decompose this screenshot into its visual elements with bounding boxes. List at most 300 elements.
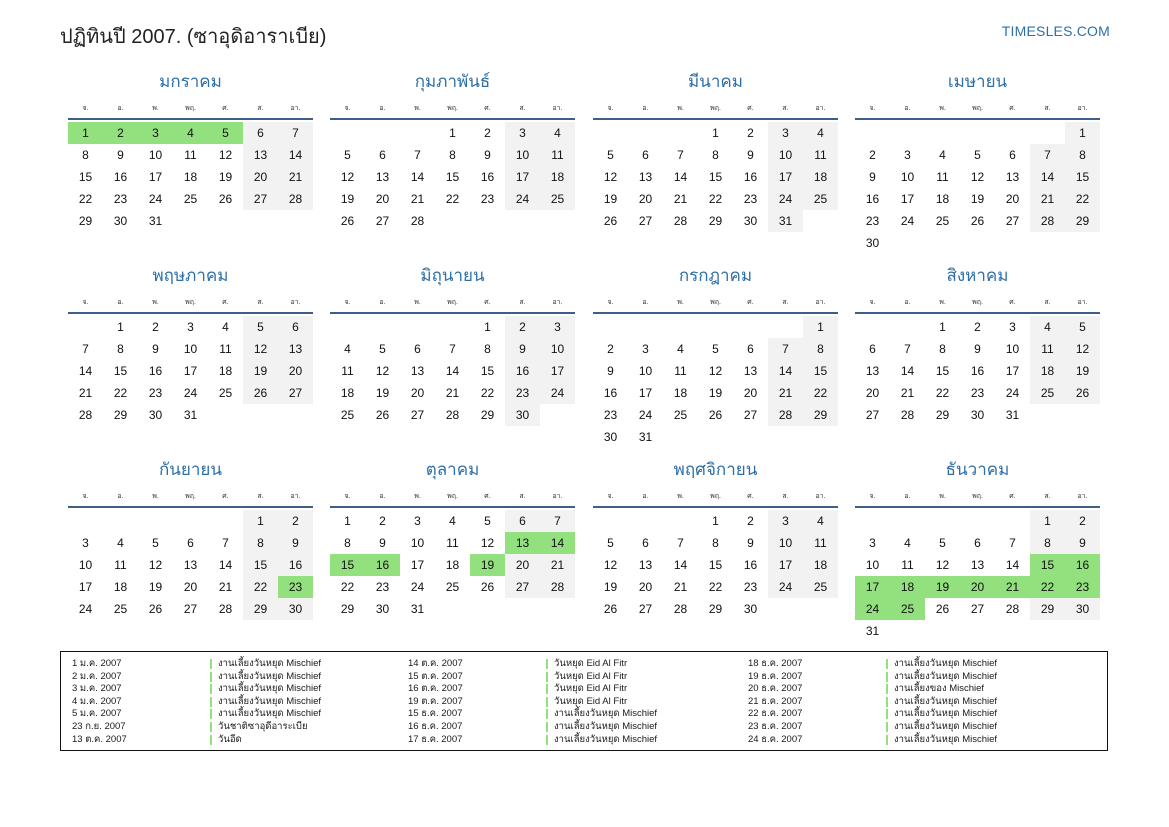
weekday-label: อ. (117, 493, 124, 500)
holiday-day-cell: 16 (365, 554, 400, 576)
day-cell: 14 (78, 364, 93, 378)
weekday-header (68, 297, 313, 311)
day-cell: 15 (480, 364, 495, 378)
day-cell: 22 (1065, 188, 1100, 210)
weekday-label: จ. (344, 299, 351, 306)
day-cell: 25 (540, 188, 575, 210)
weekday-label: อ. (642, 105, 649, 112)
day-cell: 1 (939, 320, 946, 334)
holiday-day-cell: 18 (890, 576, 925, 598)
day-cell: 8 (344, 536, 351, 550)
day-cell: 1 (484, 320, 491, 334)
weekday-label: อา. (552, 105, 563, 112)
holiday-date: 19 ธ.ค. 2007 (748, 670, 803, 682)
day-cell: 13 (183, 558, 198, 572)
weekday-label: อ. (904, 493, 911, 500)
day-cell: 8 (243, 532, 278, 554)
page-title: ปฏิทินปี 2007. (ซาอุดิอาราเบีย) (60, 26, 327, 48)
day-cell: 9 (747, 148, 754, 162)
holiday-name: งานเลี้ยงวันหยุด Mischief (554, 733, 658, 745)
day-cell: 11 (803, 532, 838, 554)
day-cell: 17 (638, 386, 653, 400)
holiday-name: งานเลี้ยงวันหยุด Mischief (894, 658, 998, 669)
legend-row (72, 658, 392, 671)
day-cell: 12 (970, 170, 985, 184)
day-cell: 4 (344, 342, 351, 356)
day-cell: 23 (603, 408, 618, 422)
day-cell: 26 (218, 192, 233, 206)
holiday-day-cell: 3 (138, 122, 173, 144)
legend-column (748, 658, 1068, 746)
legend-row (748, 734, 1068, 747)
holiday-date: 19 ต.ค. 2007 (408, 695, 463, 707)
month-name: กันยายน (158, 460, 222, 479)
legend-row (748, 683, 1068, 696)
holiday-marker (210, 735, 212, 745)
weekday-header (593, 297, 838, 311)
header-divider (855, 312, 1100, 314)
holiday-name: งานเลี้ยงวันหยุด Mischief (218, 658, 322, 669)
weekday-label: ส. (782, 493, 789, 500)
holiday-date: 2 ม.ค. 2007 (72, 670, 122, 682)
day-cell: 7 (222, 536, 229, 550)
holiday-name: งานเลี้ยงวันหยุด Mischief (218, 683, 322, 695)
day-cell: 9 (974, 342, 981, 356)
day-cell: 12 (708, 364, 723, 378)
day-cell: 3 (768, 510, 803, 532)
holiday-name: งานเลี้ยงของ Mischief (894, 683, 985, 695)
day-cell: 26 (148, 602, 163, 616)
day-cell: 5 (607, 148, 614, 162)
day-cell: 28 (410, 214, 425, 228)
day-cell: 12 (1065, 338, 1100, 360)
weekday-label: พ. (677, 299, 684, 306)
day-cell: 7 (1009, 536, 1016, 550)
holiday-date: 14 ต.ค. 2007 (408, 658, 463, 669)
day-cell: 1 (803, 316, 838, 338)
holiday-marker (546, 697, 548, 707)
day-cell: 31 (410, 602, 425, 616)
holiday-name: งานเลี้ยงวันหยุด Mischief (894, 670, 998, 682)
holiday-marker (210, 722, 212, 732)
weekday-label: จ. (82, 299, 89, 306)
day-cell: 2 (152, 320, 159, 334)
holiday-day-cell: 2 (103, 122, 138, 144)
legend-column (72, 658, 392, 746)
holiday-date: 21 ธ.ค. 2007 (748, 695, 803, 707)
day-cell: 31 (768, 210, 803, 232)
month-name: ตุลาคม (425, 460, 480, 479)
holiday-name: งานเลี้ยงวันหยุด Mischief (554, 708, 658, 720)
holiday-day-cell: 15 (1030, 554, 1065, 576)
day-cell: 8 (712, 536, 719, 550)
weekday-label: ส. (257, 299, 264, 306)
legend-row (748, 671, 1068, 684)
weekday-label: อ. (642, 299, 649, 306)
day-cell: 18 (673, 386, 688, 400)
month-name: พฤศจิกายน (673, 460, 758, 479)
day-cell: 11 (803, 144, 838, 166)
holiday-date: 18 ธ.ค. 2007 (748, 658, 803, 669)
day-cell: 7 (677, 148, 684, 162)
holiday-marker (210, 709, 212, 719)
weekday-header (68, 103, 313, 117)
day-cell: 11 (219, 342, 232, 356)
day-cell: 23 (480, 192, 495, 206)
day-cell: 22 (445, 192, 460, 206)
weekday-label: พฤ. (447, 493, 458, 500)
day-cell: 14 (900, 364, 915, 378)
day-cell: 26 (480, 580, 495, 594)
day-cell: 3 (505, 122, 540, 144)
day-cell: 5 (484, 514, 491, 528)
day-cell: 26 (970, 214, 985, 228)
month-name: กุมภาพันธ์ (414, 72, 491, 91)
day-cell: 29 (708, 602, 723, 616)
day-cell: 28 (1030, 210, 1065, 232)
day-cell: 18 (183, 170, 198, 184)
day-cell: 13 (278, 338, 313, 360)
weekday-label: ศ. (222, 105, 229, 112)
day-cell: 6 (974, 536, 981, 550)
day-cell: 25 (803, 576, 838, 598)
day-cell: 22 (803, 382, 838, 404)
holiday-marker (210, 672, 212, 682)
weekday-label: ศ. (1009, 299, 1016, 306)
day-cell: 26 (708, 408, 723, 422)
day-cell: 3 (187, 320, 194, 334)
day-cell: 2 (278, 510, 313, 532)
header-divider (68, 312, 313, 314)
weekday-label: พ. (939, 299, 946, 306)
holiday-name: วันหยุด Eid Al Fitr (554, 695, 628, 707)
holiday-marker (886, 684, 888, 694)
weekday-label: อ. (904, 105, 911, 112)
day-cell: 17 (1005, 364, 1020, 378)
weekday-label: พ. (939, 105, 946, 112)
day-cell: 23 (743, 580, 758, 594)
day-cell: 6 (747, 342, 754, 356)
header-divider (855, 506, 1100, 508)
weekday-header (855, 491, 1100, 505)
day-cell: 4 (117, 536, 124, 550)
header-divider (330, 118, 575, 120)
holiday-name: งานเลี้ยงวันหยุด Mischief (554, 720, 658, 732)
day-cell: 4 (222, 320, 229, 334)
holiday-name: วันอีด (218, 733, 242, 745)
day-cell: 7 (540, 510, 575, 532)
day-cell: 16 (603, 386, 618, 400)
day-cell: 19 (218, 170, 233, 184)
legend-row (72, 671, 392, 684)
day-cell: 30 (1065, 598, 1100, 620)
header-divider (68, 118, 313, 120)
weekday-label: ศ. (747, 299, 754, 306)
day-cell: 15 (803, 360, 838, 382)
day-cell: 20 (410, 386, 425, 400)
day-cell: 1 (1065, 122, 1100, 144)
day-cell: 29 (1065, 210, 1100, 232)
holiday-date: 1 ม.ค. 2007 (72, 658, 122, 669)
holiday-day-cell: 17 (855, 576, 890, 598)
day-cell: 13 (638, 558, 653, 572)
legend-row (408, 734, 728, 747)
day-cell: 10 (768, 532, 803, 554)
day-cell: 21 (673, 192, 688, 206)
weekday-label: ส. (1044, 493, 1051, 500)
day-cell: 28 (1005, 602, 1020, 616)
day-cell: 8 (939, 342, 946, 356)
header-divider (593, 506, 838, 508)
day-cell: 20 (743, 386, 758, 400)
day-cell: 18 (540, 166, 575, 188)
day-cell: 21 (278, 166, 313, 188)
day-cell: 4 (803, 122, 838, 144)
day-cell: 5 (712, 342, 719, 356)
day-cell: 18 (113, 580, 128, 594)
weekday-label: พฤ. (710, 105, 721, 112)
day-cell: 14 (278, 144, 313, 166)
day-cell: 4 (803, 510, 838, 532)
day-cell: 30 (375, 602, 390, 616)
weekday-label: อา. (290, 105, 301, 112)
day-cell: 8 (449, 148, 456, 162)
weekday-label: ศ. (484, 105, 491, 112)
day-cell: 25 (1030, 382, 1065, 404)
day-cell: 7 (414, 148, 421, 162)
month-name: ธันวาคม (945, 460, 1010, 479)
day-cell: 1 (712, 126, 719, 140)
holiday-marker (210, 659, 212, 669)
day-cell: 17 (78, 580, 93, 594)
day-cell: 25 (340, 408, 355, 422)
legend-row (408, 671, 728, 684)
day-cell: 17 (540, 360, 575, 382)
day-cell: 23 (148, 386, 163, 400)
day-cell: 10 (768, 144, 803, 166)
day-cell: 15 (113, 364, 128, 378)
day-cell: 17 (505, 166, 540, 188)
holiday-day-cell: 23 (278, 576, 313, 598)
day-cell: 19 (1065, 360, 1100, 382)
day-cell: 9 (117, 148, 124, 162)
month-name: มีนาคม (688, 72, 743, 91)
day-cell: 25 (183, 192, 198, 206)
day-cell: 6 (1009, 148, 1016, 162)
holiday-day-cell: 23 (1065, 576, 1100, 598)
legend-row (408, 658, 728, 671)
day-cell: 30 (113, 214, 128, 228)
weekday-label: พ. (152, 299, 159, 306)
day-cell: 30 (148, 408, 163, 422)
day-cell: 13 (638, 170, 653, 184)
weekday-label: จ. (869, 105, 876, 112)
day-cell: 4 (677, 342, 684, 356)
day-cell: 26 (375, 408, 390, 422)
day-cell: 25 (218, 386, 233, 400)
day-cell: 18 (340, 386, 355, 400)
weekday-label: อา. (290, 299, 301, 306)
day-cell: 9 (505, 338, 540, 360)
day-cell: 16 (865, 192, 880, 206)
day-cell: 6 (187, 536, 194, 550)
day-cell: 15 (78, 170, 93, 184)
day-cell: 8 (1030, 532, 1065, 554)
weekday-label: ส. (1044, 105, 1051, 112)
day-cell: 10 (78, 558, 93, 572)
day-cell: 12 (218, 148, 233, 162)
day-cell: 24 (768, 576, 803, 598)
holiday-marker (546, 672, 548, 682)
day-cell: 16 (278, 554, 313, 576)
day-cell: 4 (904, 536, 911, 550)
day-cell: 5 (243, 316, 278, 338)
day-cell: 18 (803, 166, 838, 188)
day-cell: 1 (449, 126, 456, 140)
legend-row (748, 708, 1068, 721)
weekday-label: อา. (290, 493, 301, 500)
day-cell: 1 (117, 320, 124, 334)
day-cell: 26 (935, 602, 950, 616)
day-cell: 14 (673, 170, 688, 184)
day-cell: 10 (505, 144, 540, 166)
day-cell: 19 (603, 192, 618, 206)
day-cell: 14 (768, 360, 803, 382)
day-cell: 16 (743, 558, 758, 572)
weekday-label: ส. (519, 493, 526, 500)
day-cell: 15 (1065, 166, 1100, 188)
holiday-name: วันหยุด Eid Al Fitr (554, 670, 628, 682)
day-cell: 22 (935, 386, 950, 400)
holiday-marker (546, 722, 548, 732)
weekday-label: อ. (379, 105, 386, 112)
weekday-label: ศ. (1009, 105, 1016, 112)
day-cell: 12 (603, 170, 618, 184)
holiday-day-cell: 19 (470, 554, 505, 576)
day-cell: 30 (278, 598, 313, 620)
day-cell: 25 (445, 580, 460, 594)
day-cell: 29 (78, 214, 93, 228)
holiday-day-cell: 4 (173, 122, 208, 144)
day-cell: 26 (603, 602, 618, 616)
day-cell: 24 (900, 214, 915, 228)
day-cell: 29 (1030, 598, 1065, 620)
day-cell: 21 (540, 554, 575, 576)
day-cell: 20 (638, 580, 653, 594)
day-cell: 7 (768, 338, 803, 360)
brand-link[interactable]: TIMESLES.COM (1001, 23, 1110, 39)
day-cell: 17 (410, 558, 425, 572)
day-cell: 1 (1030, 510, 1065, 532)
day-cell: 15 (708, 170, 723, 184)
day-cell: 6 (379, 148, 386, 162)
weekday-label: จ. (869, 493, 876, 500)
day-cell: 24 (183, 386, 198, 400)
day-cell: 16 (113, 170, 128, 184)
holiday-day-cell: 24 (855, 598, 890, 620)
legend-row (408, 708, 728, 721)
legend-row (748, 658, 1068, 671)
day-cell: 14 (1005, 558, 1020, 572)
weekday-label: อา. (1077, 299, 1088, 306)
day-cell: 28 (673, 214, 688, 228)
weekday-label: ส. (519, 299, 526, 306)
day-cell: 15 (708, 558, 723, 572)
day-cell: 4 (939, 148, 946, 162)
day-cell: 30 (743, 602, 758, 616)
day-cell: 10 (148, 148, 163, 162)
day-cell: 8 (712, 148, 719, 162)
weekday-label: จ. (82, 105, 89, 112)
day-cell: 6 (869, 342, 876, 356)
legend-row (72, 721, 392, 734)
day-cell: 19 (603, 580, 618, 594)
weekday-label: พฤ. (710, 493, 721, 500)
holiday-date: 15 ธ.ค. 2007 (408, 708, 463, 720)
weekday-header (330, 103, 575, 117)
day-cell: 31 (638, 430, 653, 444)
day-cell: 29 (243, 598, 278, 620)
holiday-day-cell: 20 (960, 576, 995, 598)
holiday-name: งานเลี้ยงวันหยุด Mischief (894, 720, 998, 732)
day-cell: 13 (410, 364, 425, 378)
day-cell: 24 (638, 408, 653, 422)
weekday-label: พฤ. (710, 299, 721, 306)
day-cell: 31 (865, 624, 880, 638)
holiday-name: วันหยุด Eid Al Fitr (554, 683, 628, 695)
day-cell: 24 (505, 188, 540, 210)
weekday-label: อา. (1077, 493, 1088, 500)
day-cell: 13 (865, 364, 880, 378)
header-divider (593, 312, 838, 314)
day-cell: 19 (970, 192, 985, 206)
legend-row (748, 696, 1068, 709)
day-cell: 27 (743, 408, 758, 422)
day-cell: 17 (768, 166, 803, 188)
day-cell: 24 (768, 188, 803, 210)
day-cell: 5 (152, 536, 159, 550)
header-divider (593, 118, 838, 120)
day-cell: 11 (341, 364, 354, 378)
month-name: มิถุนายน (420, 266, 485, 285)
day-cell: 2 (607, 342, 614, 356)
weekday-label: ส. (1044, 299, 1051, 306)
weekday-label: จ. (344, 105, 351, 112)
day-cell: 18 (1030, 360, 1065, 382)
day-cell: 2 (379, 514, 386, 528)
day-cell: 21 (218, 580, 233, 594)
month-name: เมษายน (947, 72, 1008, 91)
holiday-day-cell: 19 (925, 576, 960, 598)
day-cell: 21 (410, 192, 425, 206)
day-cell: 6 (642, 148, 649, 162)
holiday-legend (60, 651, 1108, 751)
day-cell: 7 (82, 342, 89, 356)
day-cell: 10 (540, 338, 575, 360)
weekday-label: พ. (414, 493, 421, 500)
day-cell: 14 (673, 558, 688, 572)
day-cell: 24 (540, 382, 575, 404)
holiday-marker (210, 697, 212, 707)
weekday-label: ศ. (484, 299, 491, 306)
holiday-date: 16 ธ.ค. 2007 (408, 720, 463, 732)
holiday-date: 23 ธ.ค. 2007 (748, 720, 803, 732)
day-cell: 20 (243, 166, 278, 188)
weekday-label: พฤ. (185, 299, 196, 306)
day-cell: 14 (1030, 166, 1065, 188)
day-cell: 30 (970, 408, 985, 422)
day-cell: 28 (218, 602, 233, 616)
